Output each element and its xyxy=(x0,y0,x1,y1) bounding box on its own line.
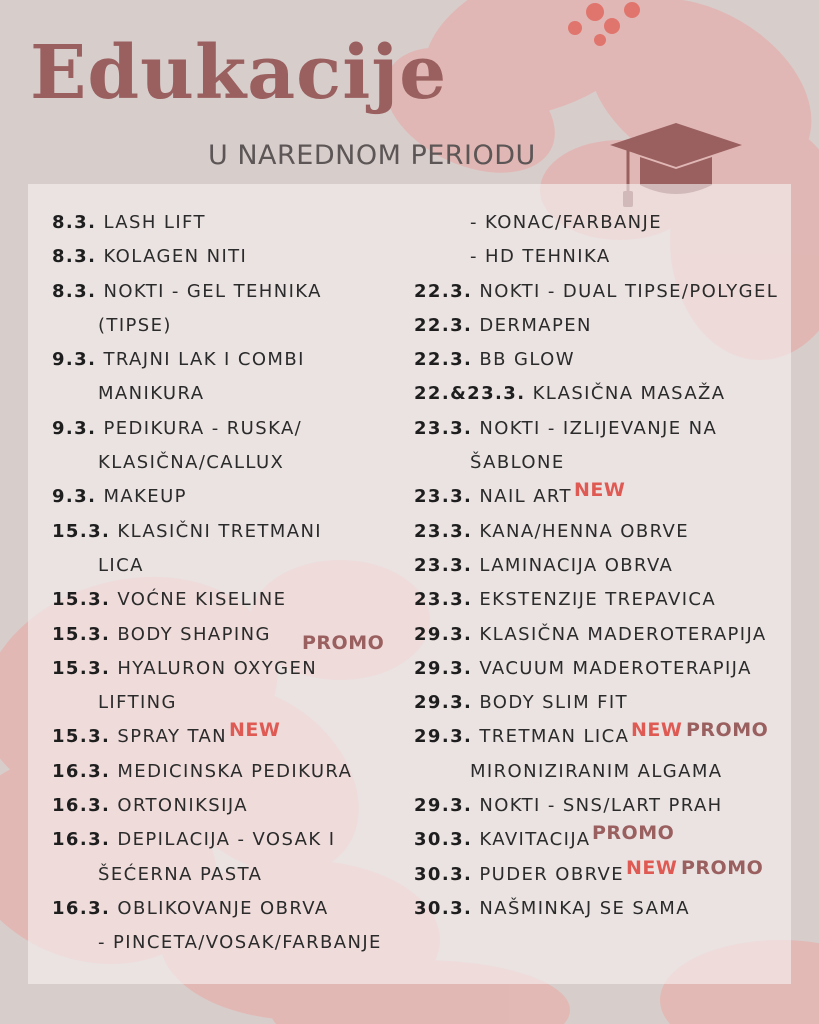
schedule-row xyxy=(52,583,402,617)
new-badge: NEW xyxy=(229,719,281,742)
schedule-row xyxy=(52,309,402,343)
new-badge: NEW xyxy=(631,719,683,742)
event-date: 15.3. xyxy=(52,589,111,611)
schedule-row xyxy=(52,412,402,446)
schedule-row xyxy=(52,892,402,926)
event-date: 8.3. xyxy=(52,280,97,302)
event-title: BODY SLIM FIT xyxy=(479,692,629,714)
new-badge: NEW xyxy=(626,856,678,879)
promo-badge: PROMO xyxy=(686,719,769,742)
schedule-row xyxy=(52,446,402,480)
schedule-row xyxy=(52,789,402,823)
event-date: 30.3. xyxy=(414,897,473,919)
schedule-row xyxy=(414,515,784,549)
schedule-row xyxy=(414,480,784,514)
event-date: 23.3. xyxy=(414,486,473,508)
schedule-row xyxy=(414,240,784,274)
event-title: NAIL ART xyxy=(479,486,572,508)
event-date: 15.3. xyxy=(52,657,111,679)
event-date: 8.3. xyxy=(52,212,97,233)
event-date: 15.3. xyxy=(52,726,111,748)
event-title: KLASIČNA MASAŽA xyxy=(532,383,726,405)
schedule-row xyxy=(52,480,402,514)
event-title: NOKTI - SNS/LART PRAH xyxy=(479,795,723,817)
event-title: LASH LIFT xyxy=(103,212,206,233)
event-date: 22.&23.3. xyxy=(414,383,526,405)
schedule-row xyxy=(414,720,784,754)
event-date: 30.3. xyxy=(414,829,473,851)
event-title: KANA/HENNA OBRVE xyxy=(479,520,690,542)
schedule-row xyxy=(52,926,402,960)
event-date: 16.3. xyxy=(52,760,111,782)
event-title: - PINCETA/VOSAK/FARBANJE xyxy=(98,932,382,954)
schedule-row xyxy=(52,823,402,857)
event-title: BB GLOW xyxy=(479,349,575,371)
event-title: VACUUM MADEROTERAPIJA xyxy=(479,657,752,679)
promo-badge: PROMO xyxy=(681,856,764,879)
schedule-row xyxy=(414,206,784,240)
page-title: Edukacije xyxy=(30,30,448,116)
event-title: EKSTENZIJE TREPAVICA xyxy=(479,589,717,611)
event-date: 30.3. xyxy=(414,863,473,885)
schedule-row xyxy=(52,720,402,754)
schedule-row xyxy=(414,412,784,446)
event-date: 23.3. xyxy=(414,417,473,439)
event-title: ŠABLONE xyxy=(470,452,565,474)
event-title: NOKTI - DUAL TIPSE/POLYGEL xyxy=(479,280,779,302)
event-title: OBLIKOVANJE OBRVA xyxy=(117,897,329,919)
event-date: 29.3. xyxy=(414,657,473,679)
event-title: ORTONIKSIJA xyxy=(117,795,248,817)
schedule-row xyxy=(414,377,784,411)
event-title: HYALURON OXYGEN xyxy=(117,657,318,679)
event-date: 9.3. xyxy=(52,349,97,371)
schedule-row xyxy=(414,309,784,343)
page-subtitle: U NAREDNOM PERIODU xyxy=(208,140,536,171)
event-title: MANIKURA xyxy=(98,383,205,405)
promo-badge: PROMO xyxy=(592,822,675,845)
event-title: NOKTI - IZLIJEVANJE NA xyxy=(479,417,718,439)
event-date: 29.3. xyxy=(414,726,473,748)
event-date: 22.3. xyxy=(414,314,473,336)
schedule-row xyxy=(52,549,402,583)
schedule-row xyxy=(52,515,402,549)
event-date: 16.3. xyxy=(52,897,111,919)
event-title: MAKEUP xyxy=(103,486,187,508)
event-date: 22.3. xyxy=(414,280,473,302)
schedule-row xyxy=(414,583,784,617)
schedule-row xyxy=(414,755,784,789)
event-date: 9.3. xyxy=(52,417,97,439)
schedule-panel xyxy=(28,184,791,984)
event-title: LICA xyxy=(98,554,144,576)
event-date: 29.3. xyxy=(414,692,473,714)
event-title: TRETMAN LICA xyxy=(479,726,630,748)
event-date: 9.3. xyxy=(52,486,97,508)
schedule-row xyxy=(414,652,784,686)
event-title: DERMAPEN xyxy=(479,314,592,336)
event-date: 29.3. xyxy=(414,795,473,817)
event-title: PEDIKURA - RUSKA/ xyxy=(103,417,303,439)
event-title: NAŠMINKAJ SE SAMA xyxy=(479,897,690,919)
new-badge: NEW xyxy=(574,479,626,502)
event-title: VOĆNE KISELINE xyxy=(117,589,287,611)
event-title: SPRAY TAN xyxy=(117,726,228,748)
event-title: LIFTING xyxy=(98,692,177,714)
event-title: DEPILACIJA - VOSAK I xyxy=(117,829,336,851)
event-date: 23.3. xyxy=(414,554,473,576)
schedule-row xyxy=(52,240,402,274)
schedule-row xyxy=(414,343,784,377)
event-date: 22.3. xyxy=(414,349,473,371)
event-title: BODY SHAPING xyxy=(117,623,271,645)
schedule-row xyxy=(52,343,402,377)
schedule-row xyxy=(414,858,784,892)
event-title: KLASIČNI TRETMANI xyxy=(117,520,323,542)
event-title: NOKTI - GEL TEHNIKA xyxy=(103,280,322,302)
event-title: MEDICINSKA PEDIKURA xyxy=(117,760,353,782)
schedule-row xyxy=(52,275,402,309)
event-date: 15.3. xyxy=(52,520,111,542)
event-title: LAMINACIJA OBRVA xyxy=(479,554,674,576)
event-title: (TIPSE) xyxy=(98,314,172,336)
event-title: MIRONIZIRANIM ALGAMA xyxy=(470,760,723,782)
schedule-right-column xyxy=(414,206,784,926)
event-title: KLASIČNA MADEROTERAPIJA xyxy=(479,623,767,645)
schedule-row xyxy=(414,892,784,926)
schedule-row xyxy=(52,755,402,789)
event-date: 23.3. xyxy=(414,520,473,542)
event-date: 16.3. xyxy=(52,795,111,817)
event-title: KLASIČNA/CALLUX xyxy=(98,452,285,474)
event-title: ŠEĆERNA PASTA xyxy=(98,863,263,885)
schedule-row xyxy=(52,377,402,411)
promo-badge: PROMO xyxy=(302,631,385,654)
schedule-row xyxy=(52,686,402,720)
schedule-left-column xyxy=(52,206,402,961)
event-title: PUDER OBRVE xyxy=(479,863,624,885)
event-date: 29.3. xyxy=(414,623,473,645)
event-title: - HD TEHNIKA xyxy=(470,246,611,268)
event-date: 23.3. xyxy=(414,589,473,611)
schedule-row xyxy=(414,275,784,309)
event-title: - KONAC/FARBANJE xyxy=(470,212,663,233)
event-title: KOLAGEN NITI xyxy=(103,246,248,268)
event-date: 15.3. xyxy=(52,623,111,645)
schedule-row xyxy=(414,549,784,583)
event-date: 8.3. xyxy=(52,246,97,268)
schedule-row xyxy=(52,858,402,892)
event-date: 16.3. xyxy=(52,829,111,851)
schedule-row xyxy=(414,618,784,652)
event-title: KAVITACIJA xyxy=(479,829,591,851)
schedule-row xyxy=(52,206,402,240)
event-title: TRAJNI LAK I COMBI xyxy=(103,349,305,371)
